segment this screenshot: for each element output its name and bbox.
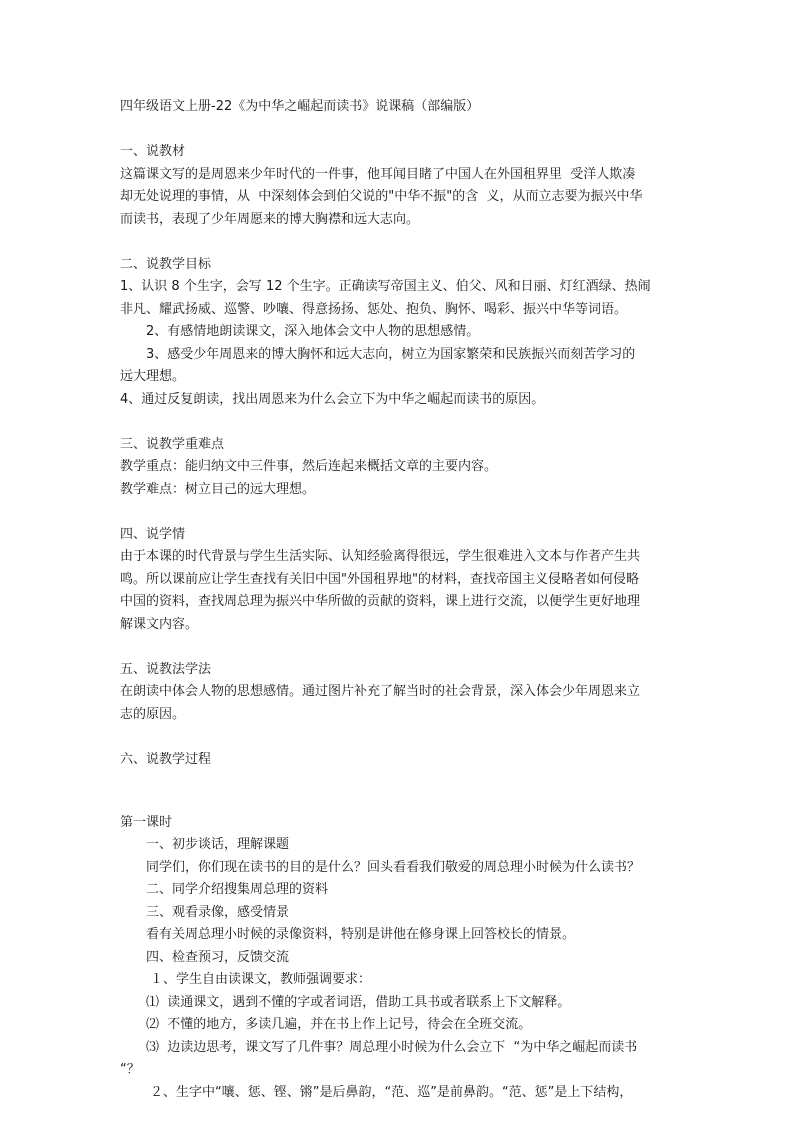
process-step: 一、初步谈话，理解课题 (146, 837, 290, 852)
spacer (120, 231, 690, 254)
spacer (120, 726, 690, 749)
paragraph-line: 由于本课的时代背景与学生生活实际、认知经验离得很远，学生很难进入文本与作者产生共 (120, 549, 641, 564)
process-line: “？ (120, 1062, 140, 1077)
objective-line: 2、有感情地朗读课文，深入地体会文中人物的思想感情。 (146, 324, 480, 339)
section-heading-materials: 一、说教材 (120, 144, 186, 159)
lesson-heading: 第一课时 (120, 814, 173, 830)
paragraph-line: 志的原因。 (120, 706, 186, 722)
paragraph-line: 却无处说理的事情，从 中深刻体会到伯父说的"中华不振"的含 义，从而立志要为振兴中华 (120, 189, 643, 204)
process-step: 三、观看录像，感受情景 (146, 904, 290, 920)
process-line: ⑵ 不懂的地方，多读几遍，并在书上作上记号，待会在全班交流。 (146, 1017, 532, 1032)
section-heading-students: 四、说学情 (120, 526, 186, 542)
section-heading-process: 六、说教学过程 (120, 751, 212, 767)
spacer (120, 119, 690, 142)
paragraph-line: 在朗读中体会人物的思想感情。通过图片补充了解当时的社会背景，深入体会少年周恩来立 (120, 684, 641, 699)
key-point-line: 教学重点：能归纳文中三件事，然后连起来概括文章的主要内容。 (120, 459, 498, 474)
document-page (120, 96, 690, 1104)
process-line: １、学生自由读课文，教师强调要求： (150, 972, 372, 987)
difficulty-line: 教学难点：树立目己的远大理想。 (120, 481, 316, 497)
paragraph-line: 中国的资料，查找周总理为振兴中华所做的贡献的资料，课上进行交流，以便学生更好地理 (120, 594, 641, 609)
section-heading-key-points: 三、说教学重难点 (120, 436, 225, 452)
process-step: 二、同学介绍搜集周总理的资料 (146, 882, 329, 897)
objective-line: 3、感受少年周恩来的博大胸怀和远大志向，树立为国家繁荣和民族振兴而刻苦学习的 (146, 346, 636, 362)
process-step: 四、检查预习，反馈交流 (146, 949, 290, 965)
section-heading-methods: 五、说教法学法 (120, 661, 212, 677)
process-line: ⑴ 读通课文，遇到不懂的字或者词语，借助工具书或者联系上下文解释。 (146, 994, 571, 1010)
spacer (120, 411, 690, 434)
document-title: 四年级语文上册-22《为中华之崛起而读书》说课稿（部编版） (120, 99, 480, 114)
spacer (120, 794, 690, 812)
paragraph-line: 鸣。所以课前应让学生查找有关旧中国"外国租界地"的材料，查找帝国主义侵略者如何侵略 (120, 571, 639, 587)
process-line: ２、生字中“嚷、惩、铿、锵”是后鼻韵，“范、巡”是前鼻韵。“范、惩”是上下结构， (150, 1084, 633, 1100)
spacer (120, 771, 690, 794)
spacer (120, 501, 690, 524)
paragraph-line: 而读书，表现了少年周愿来的博大胸襟和远大志向。 (120, 211, 420, 227)
process-line: 看有关周总理小时候的录像资料，特别是讲他在修身课上回答校长的情景。 (146, 927, 576, 942)
process-line: 同学们，你们现在读书的目的是什么？回头看看我们敬爱的周总理小时候为什么读书？ (146, 859, 641, 875)
spacer (120, 636, 690, 659)
section-heading-objectives: 二、说教学目标 (120, 256, 212, 272)
objective-line: 非凡、耀武扬威、巡警、吵嚷、得意扬扬、惩处、抱负、胸怀、喝彩、振兴中华等词语。 (120, 301, 628, 317)
paragraph-line: 解课文内容。 (120, 616, 199, 632)
objective-line: 远大理想。 (120, 369, 186, 384)
objective-line: 1、认识 8 个生字，会写 12 个生字。正确读写帝国主义、伯父、风和日丽、灯红酒绿、热闹 (120, 279, 651, 294)
objective-line: 4、通过反复朗读，找出周恩来为什么会立下为中华之崛起而读书的原因。 (120, 391, 545, 407)
process-line: ⑶ 边读边思考，课文写了几件事？周总理小时候为什么会立下 “为中华之崛起而读书 (146, 1039, 638, 1055)
paragraph-line: 这篇课文写的是周恩来少年时代的一件事，他耳闻目睹了中国人在外国租界里 受洋人欺凑 (120, 166, 636, 182)
